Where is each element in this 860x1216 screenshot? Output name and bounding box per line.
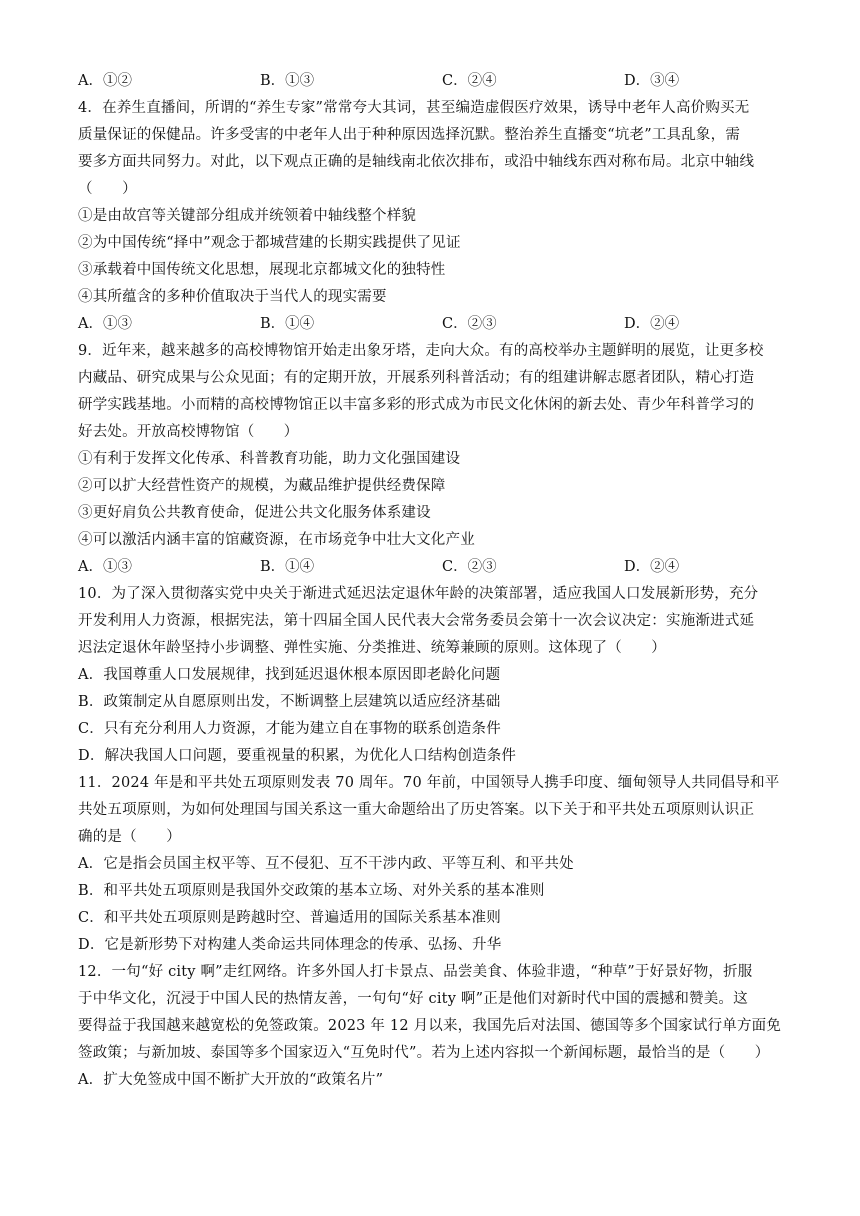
exam-page xyxy=(78,68,788,1094)
question-10-choice[interactable]: A．我国尊重人口发展规律，找到延迟退休根本原因即老龄化问题 xyxy=(78,667,501,683)
question-10-choice[interactable]: C．只有充分利用人力资源，才能为建立自在事物的联系创造条件 xyxy=(78,721,501,737)
question-10-stem-line: 10．为了深入贯彻落实党中央关于渐进式延迟法定退休年龄的决策部署，适应我国人口发展新形势，充分 xyxy=(78,586,759,602)
question-12-stem-line: 要得益于我国越来越宽松的免签政策。2023 年 12 月以来，我国先后对法国、德国等多个国家试行单方面免 xyxy=(78,1018,782,1034)
question-9-stem-line: 好去处。开放高校博物馆（ ） xyxy=(78,424,299,440)
option-d[interactable]: D．②④ xyxy=(624,559,680,575)
question-11-choice[interactable]: C．和平共处五项原则是跨越时空、普遍适用的国际关系基本准则 xyxy=(78,910,501,926)
question-12-stem-line: 于中华文化，沉浸于中国人民的热情友善，一句句“好 city 啊”正是他们对新时代中国的震撼和赞美。这 xyxy=(78,991,748,1007)
option-a[interactable]: A．①③ xyxy=(78,316,132,332)
question-9 xyxy=(78,338,788,581)
top-options-row xyxy=(78,68,788,95)
option-b[interactable]: B．①③ xyxy=(260,73,315,89)
question-11-choice[interactable]: D．它是新形势下对构建人类命运共同体理念的传承、弘扬、升华 xyxy=(78,937,502,953)
option-a[interactable]: A．①③ xyxy=(78,559,132,575)
question-11-choice[interactable]: B．和平共处五项原则是我国外交政策的基本立场、对外关系的基本准则 xyxy=(78,883,545,899)
question-9-statement: ③更好肩负公共教育使命，促进公共文化服务体系建设 xyxy=(78,505,431,521)
option-d[interactable]: D．③④ xyxy=(624,73,680,89)
option-c[interactable]: C．②③ xyxy=(442,316,497,332)
question-4-statement: ④其所蕴含的多种价值取决于当代人的现实需要 xyxy=(78,289,387,305)
question-12-stem-line: 签政策；与新加坡、泰国等多个国家迈入“互免时代”。若为上述内容拟一个新闻标题，最恰当的是（ ） xyxy=(78,1045,770,1061)
question-4-stem-line: 质量保证的保健品。许多受害的中老年人出于种种原因选择沉默。整治养生直播变“坑老”工具乱象，需 xyxy=(78,127,741,143)
question-9-statement: ①有利于发挥文化传承、科普教育功能，助力文化强国建设 xyxy=(78,451,461,467)
question-10-stem-line: 开发利用人力资源，根据宪法，第十四届全国人民代表大会常务委员会第十一次会议决定：实施渐进式延 xyxy=(78,613,755,629)
question-9-statement: ②可以扩大经营性资产的规模，为藏品维护提供经费保障 xyxy=(78,478,446,494)
question-10-stem-line: 迟法定退休年龄坚持小步调整、弹性实施、分类推进、统筹兼顾的原则。这体现了（ ） xyxy=(78,640,666,656)
question-10 xyxy=(78,581,788,770)
question-11-stem-line: 确的是（ ） xyxy=(78,829,181,845)
option-a[interactable]: A．①② xyxy=(78,73,132,89)
question-4-stem-line: 4．在养生直播间，所谓的“养生专家”常常夸大其词，甚至编造虚假医疗效果，诱导中老年人高价购买无 xyxy=(78,100,750,116)
question-4 xyxy=(78,95,788,338)
question-10-choice[interactable]: D．解决我国人口问题，要重视量的积累，为优化人口结构创造条件 xyxy=(78,748,517,764)
question-12-choice[interactable]: A．扩大免签成中国不断扩大开放的“政策名片” xyxy=(78,1072,384,1088)
question-11-stem-line: 11．2024 年是和平共处五项原则发表 70 周年。70 年前，中国领导人携手印度、缅甸领导人共同倡导和平 xyxy=(78,775,780,791)
question-12-stem-line: 12．一句“好 city 啊”走红网络。许多外国人打卡景点、品尝美食、体验非遗，“种草”于好景好物，折服 xyxy=(78,964,753,980)
option-c[interactable]: C．②④ xyxy=(442,73,497,89)
question-4-options xyxy=(78,311,788,338)
question-4-stem-line: 要多方面共同努力。对此，以下观点正确的是轴线南北依次排布，或沿中轴线东西对称布局。北京中轴线 xyxy=(78,154,755,170)
question-11-choice[interactable]: A．它是指会员国主权平等、互不侵犯、互不干涉内政、平等互利、和平共处 xyxy=(78,856,574,872)
option-b[interactable]: B．①④ xyxy=(260,559,315,575)
question-4-statement: ②为中国传统“择中”观念于都城营建的长期实践提供了见证 xyxy=(78,235,461,251)
question-11 xyxy=(78,770,788,959)
option-b[interactable]: B．①④ xyxy=(260,316,315,332)
option-c[interactable]: C．②③ xyxy=(442,559,497,575)
question-10-choice[interactable]: B．政策制定从自愿原则出发，不断调整上层建筑以适应经济基础 xyxy=(78,694,501,710)
question-12 xyxy=(78,959,788,1094)
question-9-stem-line: 9．近年来，越来越多的高校博物馆开始走出象牙塔，走向大众。有的高校举办主题鲜明的展览，让更多校 xyxy=(78,343,764,359)
question-4-stem-line: （ ） xyxy=(78,181,137,197)
question-9-stem-line: 内藏品、研究成果与公众见面；有的定期开放，开展系列科普活动；有的组建讲解志愿者团队，精心打造 xyxy=(78,370,755,386)
question-4-statement: ①是由故宫等关键部分组成并统领着中轴线整个样貌 xyxy=(78,208,417,224)
option-d[interactable]: D．②④ xyxy=(624,316,680,332)
question-9-stem-line: 研学实践基地。小而精的高校博物馆正以丰富多彩的形式成为市民文化休闲的新去处、青少年科普学习的 xyxy=(78,397,755,413)
question-9-statement: ④可以激活内涵丰富的馆藏资源，在市场竞争中壮大文化产业 xyxy=(78,532,475,548)
question-11-stem-line: 共处五项原则，为如何处理国与国关系这一重大命题给出了历史答案。以下关于和平共处五项原则认识正 xyxy=(78,802,755,818)
question-4-statement: ③承载着中国传统文化思想，展现北京都城文化的独特性 xyxy=(78,262,446,278)
question-9-options xyxy=(78,554,788,581)
